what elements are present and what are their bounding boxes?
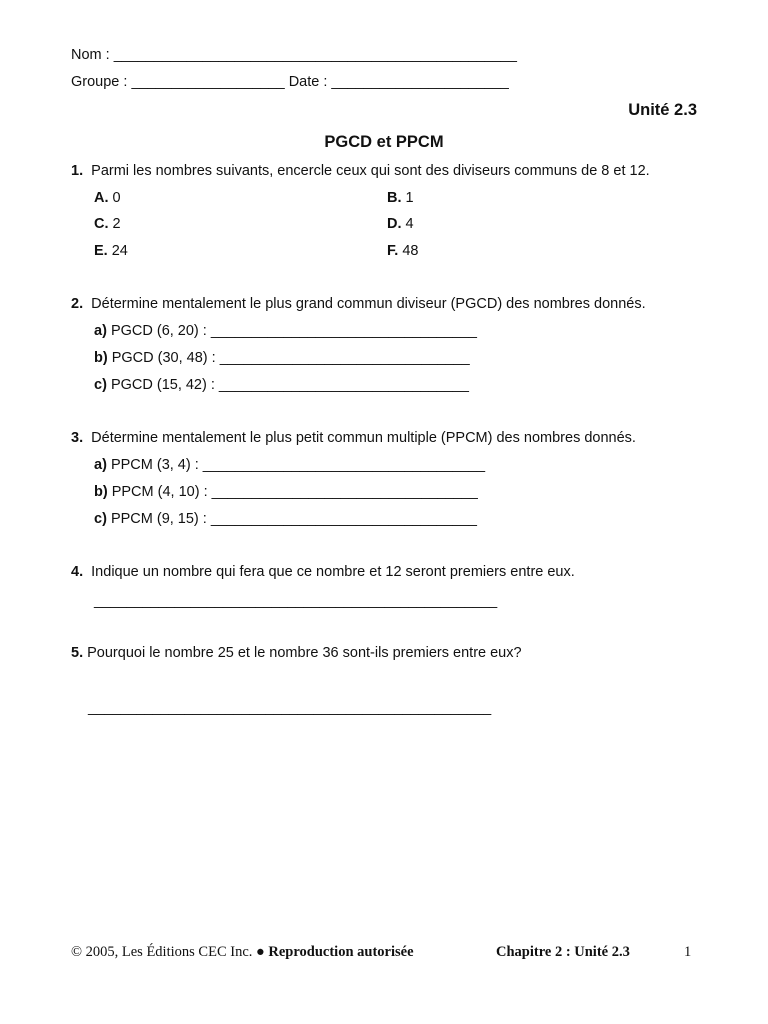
question-number: 3. <box>71 430 84 446</box>
question-4 <box>71 563 575 581</box>
page-title: PGCD et PPCM <box>324 133 444 151</box>
option-a: A. 0 <box>94 190 121 206</box>
question-text: Indique un nombre qui fera que ce nombre et 12 seront premiers entre eux. <box>91 564 575 580</box>
item-2a: a) PGCD (6, 20) : _________________________________ <box>94 323 477 339</box>
group-date-field-label: Groupe : ___________________ Date : ______________________ <box>71 74 509 90</box>
item-2b: b) PGCD (30, 48) : _______________________________ <box>94 350 470 366</box>
option-f: F. 48 <box>387 243 419 259</box>
question-text: Pourquoi le nombre 25 et le nombre 36 sont-ils premiers entre eux? <box>87 645 522 661</box>
option-e: E. 24 <box>94 243 128 259</box>
answer-line-4: __________________________________________________ <box>94 593 498 609</box>
question-text: Détermine mentalement le plus grand commun diviseur (PGCD) des nombres donnés. <box>91 296 646 312</box>
item-3b: b) PPCM (4, 10) : _________________________________ <box>94 484 478 500</box>
question-number: 5. <box>71 645 84 661</box>
option-d: D. 4 <box>387 216 414 232</box>
footer-copyright: © 2005, Les Éditions CEC Inc. ● Reproduction autorisée <box>71 944 414 960</box>
name-field-label: Nom : __________________________________________________ <box>71 47 517 63</box>
option-c: C. 2 <box>94 216 121 232</box>
footer-chapter: Chapitre 2 : Unité 2.3 <box>496 944 630 960</box>
question-1 <box>71 162 650 180</box>
answer-line-5: __________________________________________________ <box>88 700 492 716</box>
question-number: 2. <box>71 296 84 312</box>
question-number: 4. <box>71 564 84 580</box>
question-2 <box>71 295 646 313</box>
page-number: 1 <box>684 944 692 960</box>
item-3a: a) PPCM (3, 4) : ___________________________________ <box>94 457 486 473</box>
question-text: Détermine mentalement le plus petit commun multiple (PPCM) des nombres donnés. <box>91 430 636 446</box>
question-number: 1. <box>71 163 84 179</box>
item-3c: c) PPCM (9, 15) : _________________________________ <box>94 511 477 527</box>
unit-label: Unité 2.3 <box>628 101 697 119</box>
item-2c: c) PGCD (15, 42) : _______________________________ <box>94 377 469 393</box>
option-b: B. 1 <box>387 190 414 206</box>
footer-reproduction: Reproduction autorisée <box>268 944 414 960</box>
question-5 <box>71 644 522 662</box>
question-text: Parmi les nombres suivants, encercle ceux qui sont des diviseurs communs de 8 et 12. <box>91 163 650 179</box>
question-3 <box>71 429 636 447</box>
